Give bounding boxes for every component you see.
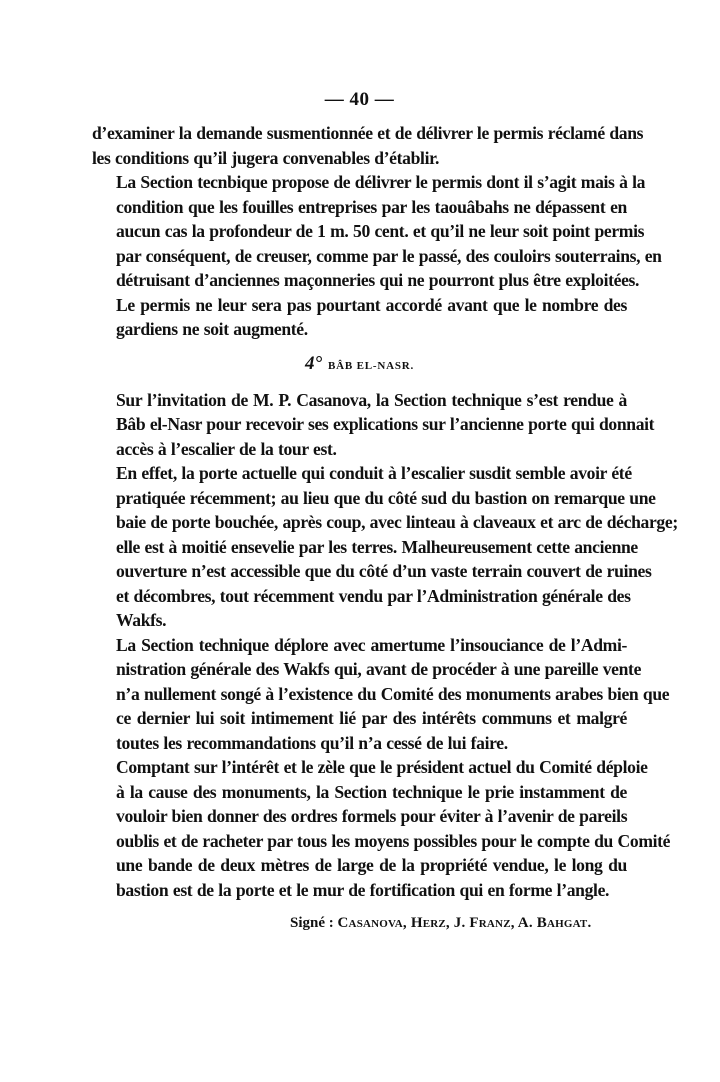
text-line: détruisant d’anciennes maçonneries qui ne pourront plus être exploitées. [116, 270, 640, 290]
text-line: La Section technique déplore avec amertume l’insouciance de l’Admi- [116, 634, 627, 655]
text-line: Le permis ne leur sera pas pourtant accordé avant que le nombre des [116, 294, 627, 315]
text-line: ce dernier lui soit intimement lié par des intérêts communs et malgré [116, 708, 627, 728]
text-line: d’examiner la demande susmentionnée et de délivrer le permis réclamé dans [92, 123, 644, 143]
text-line: En effet, la porte actuelle qui conduit à l’escalier susdit semble avoir été [116, 463, 632, 483]
text-line: toutes les recommandations qu’il n’a cessé de lui faire. [116, 732, 508, 753]
text-line: vouloir bien donner des ordres formels pour éviter à l’avenir de pareils [116, 806, 628, 826]
paragraph [92, 121, 644, 170]
text-line: gardiens ne soit augmenté. [116, 319, 308, 339]
text-line: n’a nullement songé à l’existence du Comité des monuments arabes bien que [116, 683, 670, 704]
paragraph [92, 388, 655, 462]
text-line: condition que les fouilles entreprises par les taouâbahs ne dépassent en [116, 196, 627, 217]
body-text-before-heading [92, 121, 662, 342]
text-line: pratiquée récemment; au lieu que du côté sud du bastion on remarque une [116, 487, 656, 508]
signature-line [92, 912, 627, 934]
page-number: — 40 — [324, 89, 395, 110]
text-line: oublis et de racheter par tous les moyens possibles pour le compte du Comité [116, 830, 671, 851]
body-text-after-heading [92, 388, 678, 903]
text-line: Comptant sur l’intérêt et le zèle que le président actuel du Comité déploie [116, 757, 648, 777]
text-line: nistration générale des Wakfs qui, avant de procéder à une pareille vente [116, 659, 642, 679]
text-line: La Section tecnbique propose de délivrer le permis dont il s’agit mais à la [116, 172, 646, 192]
text-line: elle est à moitié ensevelie par les terres. Malheureusement cette ancienne [116, 536, 638, 557]
text-line: Bâb el-Nasr pour recevoir ses explications sur l’ancienne porte qui donnait [116, 414, 655, 434]
paragraph [92, 170, 662, 342]
text-line: baie de porte bouchée, après coup, avec linteau à claveaux et arc de décharge; [116, 512, 678, 532]
paragraph [92, 461, 678, 633]
text-line: Wakfs. [116, 610, 167, 630]
text-line: accès à l’escalier de la tour est. [116, 438, 337, 459]
text-line: Sur l’invitation de M. P. Casanova, la Section technique s’est rendue à [116, 389, 627, 410]
paragraph [92, 633, 670, 756]
text-line: ouverture n’est accessible que du côté d’un vaste terrain couvert de ruines [116, 561, 652, 581]
text-line: les conditions qu’il jugera convenables d’établir. [92, 147, 440, 168]
text-line: une bande de deux mètres de large de la propriété vendue, le long du [116, 855, 627, 875]
text-line: et décombres, tout récemment vendu par l’Administration générale des [116, 585, 631, 606]
text-line: bastion est de la porte et le mur de fortification qui en forme l’angle. [116, 879, 610, 900]
text-line: aucun cas la profondeur de 1 m. 50 cent. et qu’il ne leur soit point permis [116, 221, 645, 241]
signature-names: Casanova, Herz, J. Franz, A. Bahgat. [337, 915, 592, 931]
section-heading [92, 352, 627, 380]
paragraph [92, 755, 671, 902]
document-page [92, 88, 678, 934]
section-title: BÂB EL-NASR. [328, 359, 415, 372]
text-line: par conséquent, de creuser, comme par le passé, des couloirs souterrains, en [116, 245, 662, 266]
text-line: à la cause des monuments, la Section technique le prie instamment de [116, 781, 627, 802]
signature-label: Signé : [290, 915, 334, 931]
section-number: 4° [304, 352, 323, 374]
